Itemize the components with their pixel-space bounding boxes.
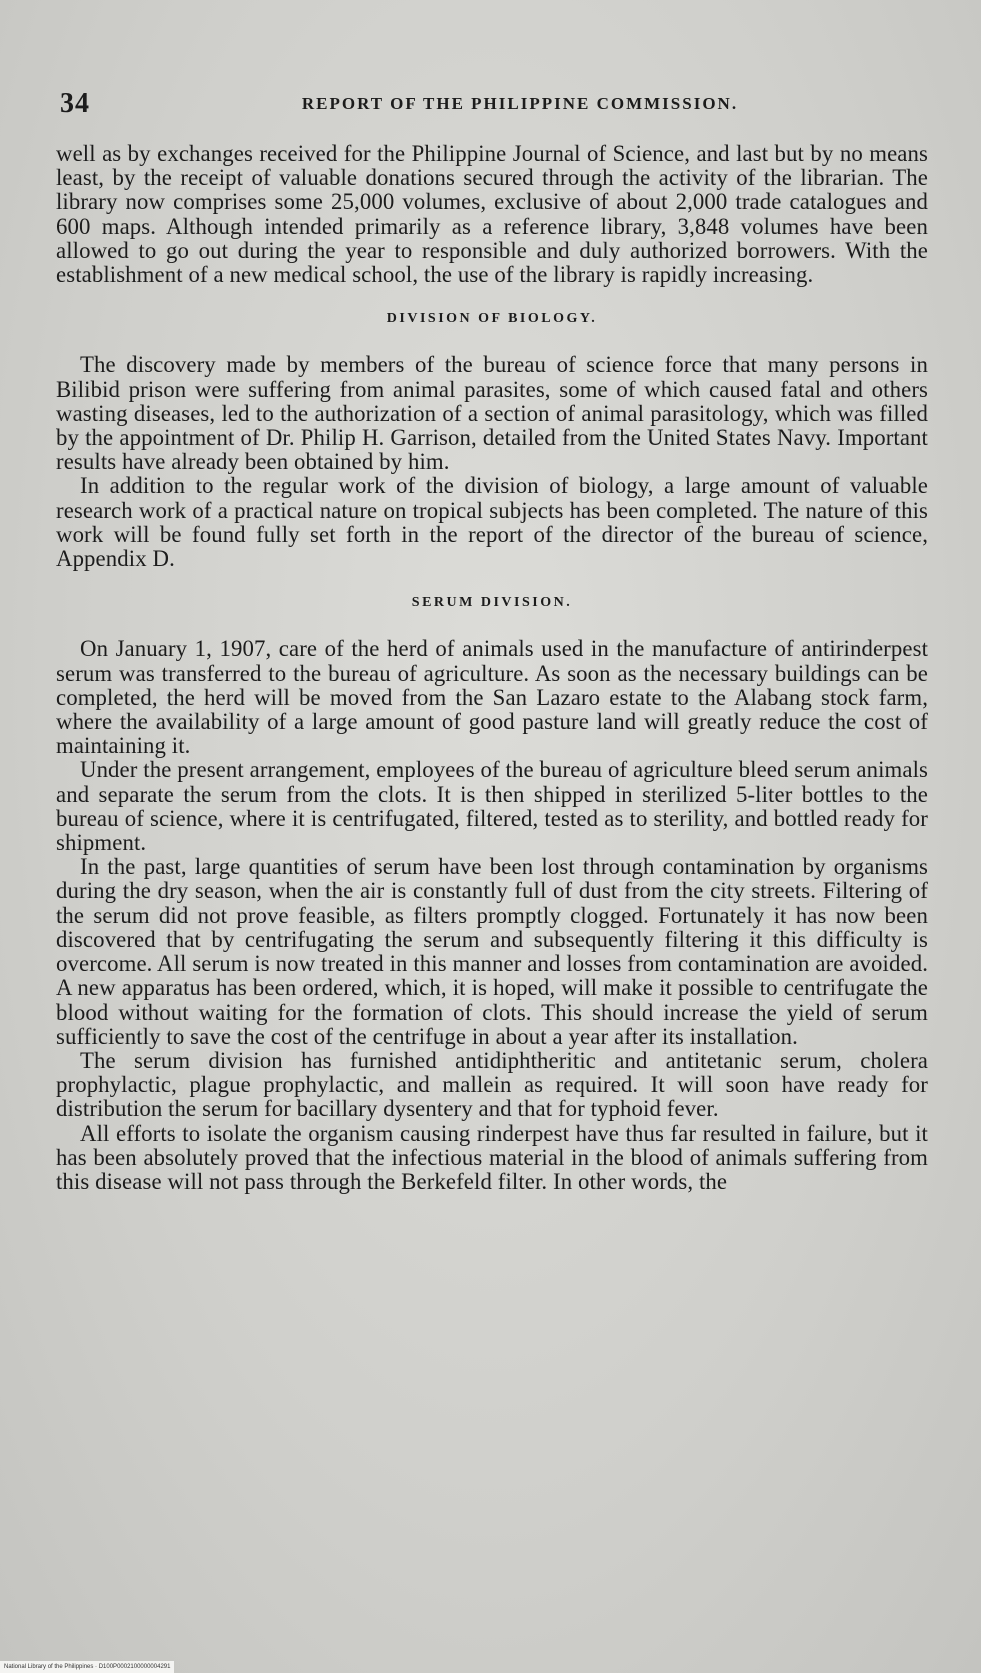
- paragraph-biology-1: The discovery made by members of the bureau of science force that many persons in Bilibid prison were suffering from animal parasites, some of which caused fatal and others wasting diseases, led to the authorization of a section of animal parasitology, which was filled by the appointment of Dr. Philip H. Garrison, detailed from the United States Navy. Important results have already been obtained by him.: [56, 352, 928, 475]
- paragraph-serum-2: Under the present arrangement, employees of the bureau of agriculture bleed serum animals and separate the serum from the clots. It is then shipped in sterilized 5-liter bottles to the bureau of science, where it is centrifugated, filtered, tested as to sterility, and bottled ready for shipment.: [56, 757, 928, 856]
- section-heading-serum: SERUM DIVISION.: [411, 595, 573, 611]
- body-text: [56, 142, 928, 1194]
- paragraph-library-continued: well as by exchanges received for the Philippine Journal of Science, and last but by no means least, by the receipt of valuable donations secured through the activity of the librarian. The library now comprises some 25,000 volumes, exclusive of about 2,000 trade catalogues and 600 maps. Although intended primarily as a reference library, 3,848 volumes have been allowed to go out during the year to responsible and duly authorized borrowers. With the establishment of a new medical school, the use of the library is rapidly increasing.: [56, 141, 928, 288]
- scan-footer-note: National Library of the Philippines · D100P0002100000004291: [0, 1661, 174, 1673]
- paragraph-serum-5: All efforts to isolate the organism causing rinderpest have thus far resulted in failure, but it has been absolutely proved that the infectious material in the blood of animals suffering from this disease will not pass through the Berkefeld filter. In other words, the: [56, 1120, 928, 1194]
- paragraph-serum-4: The serum division has furnished antidiphtheritic and antitetanic serum, cholera prophylactic, plague prophylactic, and mallein as required. It will soon have ready for distribution the serum for bacillary dysentery and that for typhoid fever.: [56, 1047, 928, 1122]
- paragraph-biology-2: In addition to the regular work of the division of biology, a large amount of valuable research work of a practical nature on tropical subjects has been completed. The nature of this work will be found fully set forth in the report of the director of the bureau of science, Appendix D.: [56, 473, 928, 572]
- paragraph-serum-1: On January 1, 1907, care of the herd of animals used in the manufacture of antirinderpest serum was transferred to the bureau of agriculture. As soon as the necessary buildings can be completed, the herd will be moved from the San Lazaro estate to the Alabang stock farm, where the availability of a large amount of good pasture land will greatly reduce the cost of maintaining it.: [56, 636, 928, 759]
- paragraph-serum-3: In the past, large quantities of serum have been lost through contamination by organisms during the dry season, when the air is constantly full of dust from the city streets. Filtering of the serum did not prove feasible, as filters promptly clogged. Fortunately it has now been discovered that by centrifugating the serum and subsequently filtering it this difficulty is overcome. All serum is now treated in this manner and losses from contamination are avoided. A new apparatus has been ordered, which, it is hoped, will make it possible to centrifugate the blood without waiting for the formation of clots. This should increase the yield of serum sufficiently to save the cost of the centrifuge in about a year after its installation.: [56, 854, 928, 1049]
- section-heading-biology: DIVISION OF BIOLOGY.: [386, 311, 598, 327]
- page-header: [60, 88, 910, 128]
- page-number: 34: [60, 88, 90, 119]
- running-head: REPORT OF THE PHILIPPINE COMMISSION.: [301, 94, 739, 113]
